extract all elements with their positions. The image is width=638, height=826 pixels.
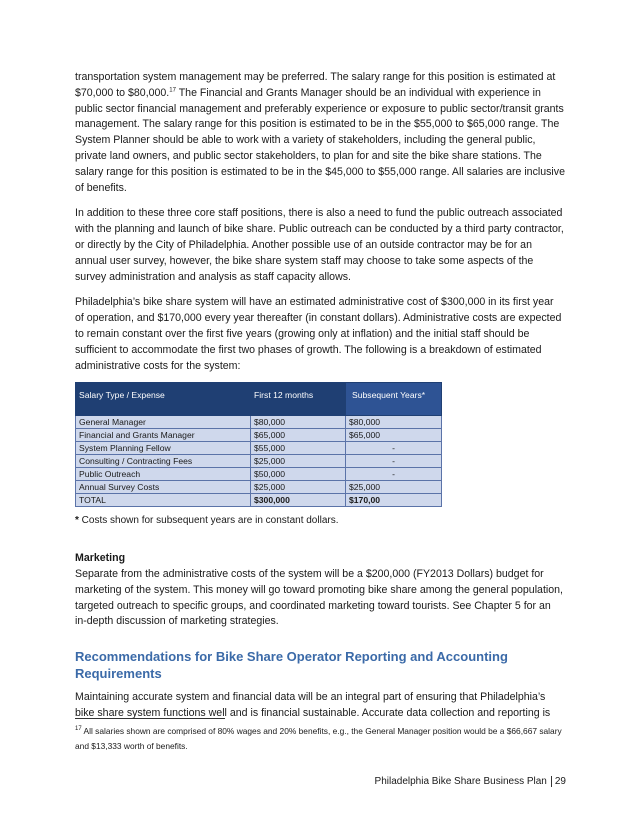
header-subsequent-years: Subsequent Years* bbox=[346, 383, 442, 416]
paragraph-text: The Financial and Grants Manager should be an individual with experience in public sector financial management and preferably experience or exposure to public sector/transit grants management. The salary range for this position is estimated to be in the $55,000 to $65,000 range. The System Planner should be able to work with a variety of stakeholders, including the general public, private land owners, and public sector stakeholders, to plan for and site the bike share stations. The salary range for this position is estimated to be in the $45,000 to $55,000 range. All salaries are inclusive of benefits. bbox=[75, 86, 565, 194]
paragraph-text: transportation system management may be preferred. The salary range for this position is estimated at $70,000 to $80,000. bbox=[75, 71, 556, 99]
table-cell-total-first-year: $300,000 bbox=[251, 494, 346, 507]
footnote-reference[interactable]: 17 bbox=[169, 87, 176, 94]
table-cell-total-label: TOTAL bbox=[76, 494, 251, 507]
table-row bbox=[76, 455, 442, 468]
table-cell-label: General Manager bbox=[76, 416, 251, 429]
table-cell-label: System Planning Fellow bbox=[76, 442, 251, 455]
page-number: 29 bbox=[554, 776, 566, 788]
table-cell-subsequent: - bbox=[346, 468, 442, 481]
marketing-body: Separate from the administrative costs of the system will be a $200,000 (FY2013 Dollars) budget for marketing of the system. This money will go toward promoting bike share among the general population, targeted outreach to specific groups, and coordinated marketing toward tourists. See Chapter 5 for an in-depth discussion of marketing strategies. bbox=[75, 567, 563, 628]
table-row bbox=[76, 416, 442, 429]
footnote bbox=[75, 724, 570, 754]
table-cell-first-year: $65,000 bbox=[251, 429, 346, 442]
footnote-number: 17 bbox=[75, 726, 82, 733]
table-row bbox=[76, 468, 442, 481]
table-header-row bbox=[76, 383, 442, 416]
header-first-12-months: First 12 months bbox=[251, 383, 346, 416]
footer-separator bbox=[551, 776, 552, 787]
header-salary-type: Salary Type / Expense bbox=[76, 383, 251, 416]
table-cell-label: Annual Survey Costs bbox=[76, 481, 251, 494]
table-cell-label: Financial and Grants Manager bbox=[76, 429, 251, 442]
table-cell-total-subsequent: $170,00 bbox=[346, 494, 442, 507]
table-note-text: Costs shown for subsequent years are in constant dollars. bbox=[78, 515, 339, 527]
section-body: Maintaining accurate system and financial data will be an integral part of ensuring that Philadelphia’s bike share system functions well and is financial sustainable. Accurate data collection and reporting is bbox=[75, 691, 551, 719]
section-heading: Recommendations for Bike Share Operator Reporting and Accounting Requirements bbox=[75, 649, 508, 682]
page-footer bbox=[370, 776, 566, 787]
table-cell-subsequent: - bbox=[346, 442, 442, 455]
table-cell-first-year: $55,000 bbox=[251, 442, 346, 455]
table-cell-label: Public Outreach bbox=[76, 468, 251, 481]
admin-costs-table bbox=[75, 382, 442, 507]
table-note bbox=[75, 513, 565, 529]
table-cell-first-year: $50,000 bbox=[251, 468, 346, 481]
table-cell-subsequent: $65,000 bbox=[346, 429, 442, 442]
footnote-text: All salaries shown are comprised of 80% wages and 20% benefits, e.g., the General Manager position would be a $66,667 salary and $13,333 worth of benefits. bbox=[75, 726, 562, 751]
footer-title: Philadelphia Bike Share Business Plan bbox=[374, 776, 547, 788]
paragraph-admin-costs: Philadelphia’s bike share system will have an estimated administrative cost of $300,000 in its first year of operation, and $170,000 every year thereafter (in constant dollars). Administrative costs are expected to remain constant over the first five years (growing only at inflation) and the initial staff should be sufficient to accommodate the first two phases of growth. The following is a breakdown of estimated administrative costs for the system: bbox=[75, 296, 562, 372]
table-cell-first-year: $25,000 bbox=[251, 481, 346, 494]
table-cell-first-year: $80,000 bbox=[251, 416, 346, 429]
table-cell-first-year: $25,000 bbox=[251, 455, 346, 468]
table-cell-label: Consulting / Contracting Fees bbox=[76, 455, 251, 468]
page-body bbox=[75, 70, 565, 722]
paragraph-outreach: In addition to these three core staff positions, there is also a need to fund the public outreach associated with the planning and launch of bike share. Public outreach can be conducted by a third party contractor, or directly by the City of Philadelphia. Another possible use of an outside contractor may be for an annual user survey, however, the bike share system staff may choose to take some aspects of the survey administration and analysis as staff capacity allows. bbox=[75, 207, 564, 283]
paragraph-salaries bbox=[75, 70, 565, 196]
table-total-row bbox=[76, 494, 442, 507]
table-cell-subsequent: $25,000 bbox=[346, 481, 442, 494]
table-row bbox=[76, 442, 442, 455]
table-row bbox=[76, 481, 442, 494]
table-cell-subsequent: - bbox=[346, 455, 442, 468]
table-row bbox=[76, 429, 442, 442]
marketing-title: Marketing bbox=[75, 552, 126, 565]
table-note-star: * bbox=[75, 515, 79, 527]
table-cell-subsequent: $80,000 bbox=[346, 416, 442, 429]
footnote-divider bbox=[75, 718, 225, 719]
